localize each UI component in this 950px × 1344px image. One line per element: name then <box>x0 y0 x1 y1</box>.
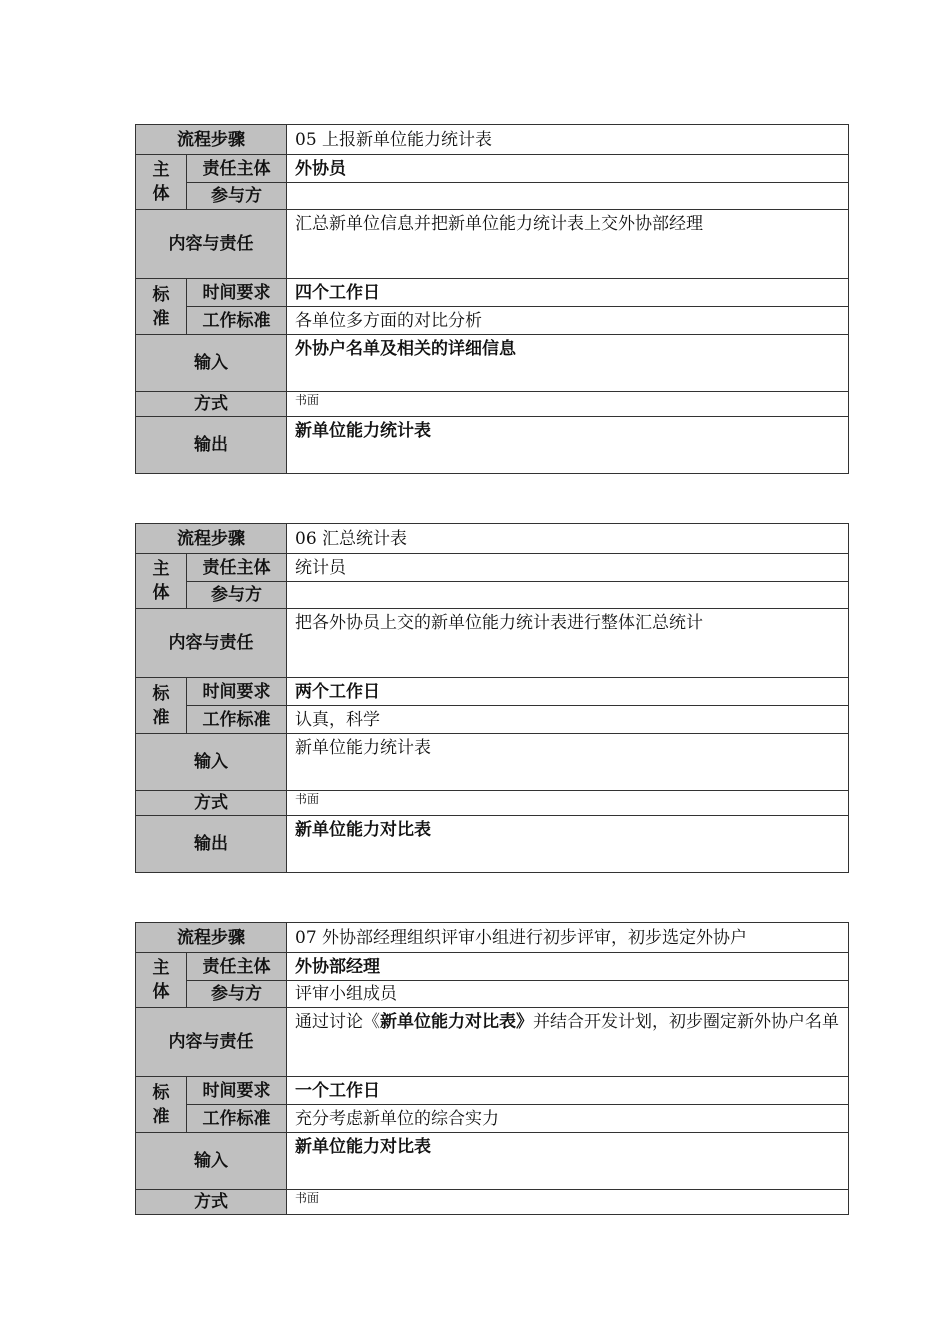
time-req-label: 时间要求 <box>187 678 287 706</box>
method-value: 书面 <box>287 392 849 417</box>
input-label: 输入 <box>136 335 287 392</box>
responsible-label: 责任主体 <box>187 554 287 582</box>
step-label: 流程步骤 <box>136 524 287 554</box>
standard-group-label: 标 准 <box>136 678 187 734</box>
standard-group-label: 标 准 <box>136 279 187 335</box>
work-std-label: 工作标准 <box>187 1105 287 1133</box>
step-title: 05 上报新单位能力统计表 <box>287 125 849 155</box>
step-label: 流程步骤 <box>136 125 287 155</box>
method-value: 书面 <box>287 791 849 816</box>
time-req-label: 时间要求 <box>187 279 287 307</box>
content-label: 内容与责任 <box>136 609 287 678</box>
step-title: 06 汇总统计表 <box>287 524 849 554</box>
output-label: 输出 <box>136 417 287 474</box>
input-label: 输入 <box>136 1133 287 1190</box>
participant-value <box>287 183 849 210</box>
participant-label: 参与方 <box>187 183 287 210</box>
work-std-label: 工作标准 <box>187 706 287 734</box>
input-label: 输入 <box>136 734 287 791</box>
content-post: 并结合开发计划，初步圈定新外协户名单 <box>533 1012 839 1032</box>
work-std-value: 充分考虑新单位的综合实力 <box>287 1105 849 1133</box>
subject-group-label: 主 体 <box>136 953 187 1008</box>
work-std-value: 各单位多方面的对比分析 <box>287 307 849 335</box>
step-title: 07 外协部经理组织评审小组进行初步评审，初步选定外协户 <box>287 923 849 953</box>
input-value: 新单位能力统计表 <box>287 734 849 791</box>
subject-group-label: 主 体 <box>136 155 187 210</box>
work-std-label: 工作标准 <box>187 307 287 335</box>
content-value <box>287 1008 849 1077</box>
method-label: 方式 <box>136 392 287 417</box>
process-table-05 <box>135 124 849 474</box>
step-label: 流程步骤 <box>136 923 287 953</box>
time-req-value: 一个工作日 <box>287 1077 849 1105</box>
participant-label: 参与方 <box>187 582 287 609</box>
output-value: 新单位能力统计表 <box>287 417 849 474</box>
time-req-value: 四个工作日 <box>287 279 849 307</box>
participant-label: 参与方 <box>187 981 287 1008</box>
responsible-value: 外协员 <box>287 155 849 183</box>
input-value: 外协户名单及相关的详细信息 <box>287 335 849 392</box>
time-req-value: 两个工作日 <box>287 678 849 706</box>
subject-group-label: 主 体 <box>136 554 187 609</box>
responsible-value: 统计员 <box>287 554 849 582</box>
standard-group-label: 标 准 <box>136 1077 187 1133</box>
work-std-value: 认真，科学 <box>287 706 849 734</box>
responsible-label: 责任主体 <box>187 953 287 981</box>
output-value: 新单位能力对比表 <box>287 816 849 873</box>
responsible-label: 责任主体 <box>187 155 287 183</box>
content-label: 内容与责任 <box>136 210 287 279</box>
content-pre: 通过讨论《 <box>295 1012 380 1032</box>
method-label: 方式 <box>136 1190 287 1215</box>
content-value: 把各外协员上交的新单位能力统计表进行整体汇总统计 <box>287 609 849 678</box>
participant-value <box>287 582 849 609</box>
process-table-07 <box>135 922 849 1215</box>
time-req-label: 时间要求 <box>187 1077 287 1105</box>
input-value: 新单位能力对比表 <box>287 1133 849 1190</box>
method-label: 方式 <box>136 791 287 816</box>
output-label: 输出 <box>136 816 287 873</box>
process-table-06 <box>135 523 849 873</box>
responsible-value: 外协部经理 <box>287 953 849 981</box>
participant-value: 评审小组成员 <box>287 981 849 1008</box>
content-label: 内容与责任 <box>136 1008 287 1077</box>
content-doc-ref: 新单位能力对比表》 <box>380 1012 533 1032</box>
method-value: 书面 <box>287 1190 849 1215</box>
content-value: 汇总新单位信息并把新单位能力统计表上交外协部经理 <box>287 210 849 279</box>
